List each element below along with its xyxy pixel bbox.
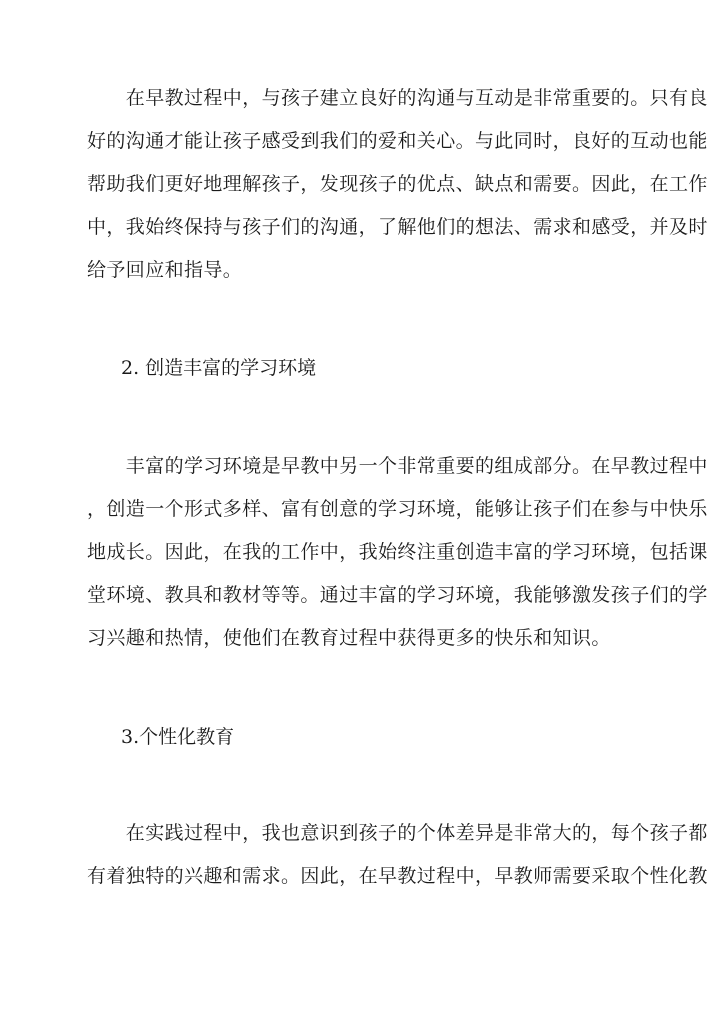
paragraph-line: 帮助我们更好地理解孩子，发现孩子的优点、缺点和需要。因此，在工作 [87,173,708,195]
paragraph-line: 在实践过程中，我也意识到孩子的个体差异是非常大的，每个孩子都 [87,822,708,844]
paragraph-line: 有着独特的兴趣和需求。因此，在早教过程中，早教师需要采取个性化教 [87,865,708,887]
paragraph-line: 好的沟通才能让孩子感受到我们的爱和关心。与此同时，良好的互动也能 [87,130,708,152]
paragraph-line: 地成长。因此，在我的工作中，我始终注重创造丰富的学习环境，包括课 [87,541,708,563]
paragraph-line: 习兴趣和热情，使他们在教育过程中获得更多的快乐和知识。 [87,627,611,649]
paragraph-line: 堂环境、教具和教材等等。通过丰富的学习环境，我能够激发孩子们的学 [87,584,708,606]
section-heading-3: 3.个性化教育 [121,726,235,748]
paragraph-line: 丰富的学习环境是早教中另一个非常重要的组成部分。在早教过程中 [87,455,708,477]
paragraph-line: ，创造一个形式多样、富有创意的学习环境，能够让孩子们在参与中快乐 [87,498,708,520]
paragraph-line: 在早教过程中，与孩子建立良好的沟通与互动是非常重要的。只有良 [87,87,708,109]
section-heading-2: 2. 创造丰富的学习环境 [121,357,317,379]
paragraph-line: 给予回应和指导。 [87,259,243,281]
paragraph-line: 中，我始终保持与孩子们的沟通，了解他们的想法、需求和感受，并及时 [87,216,708,238]
